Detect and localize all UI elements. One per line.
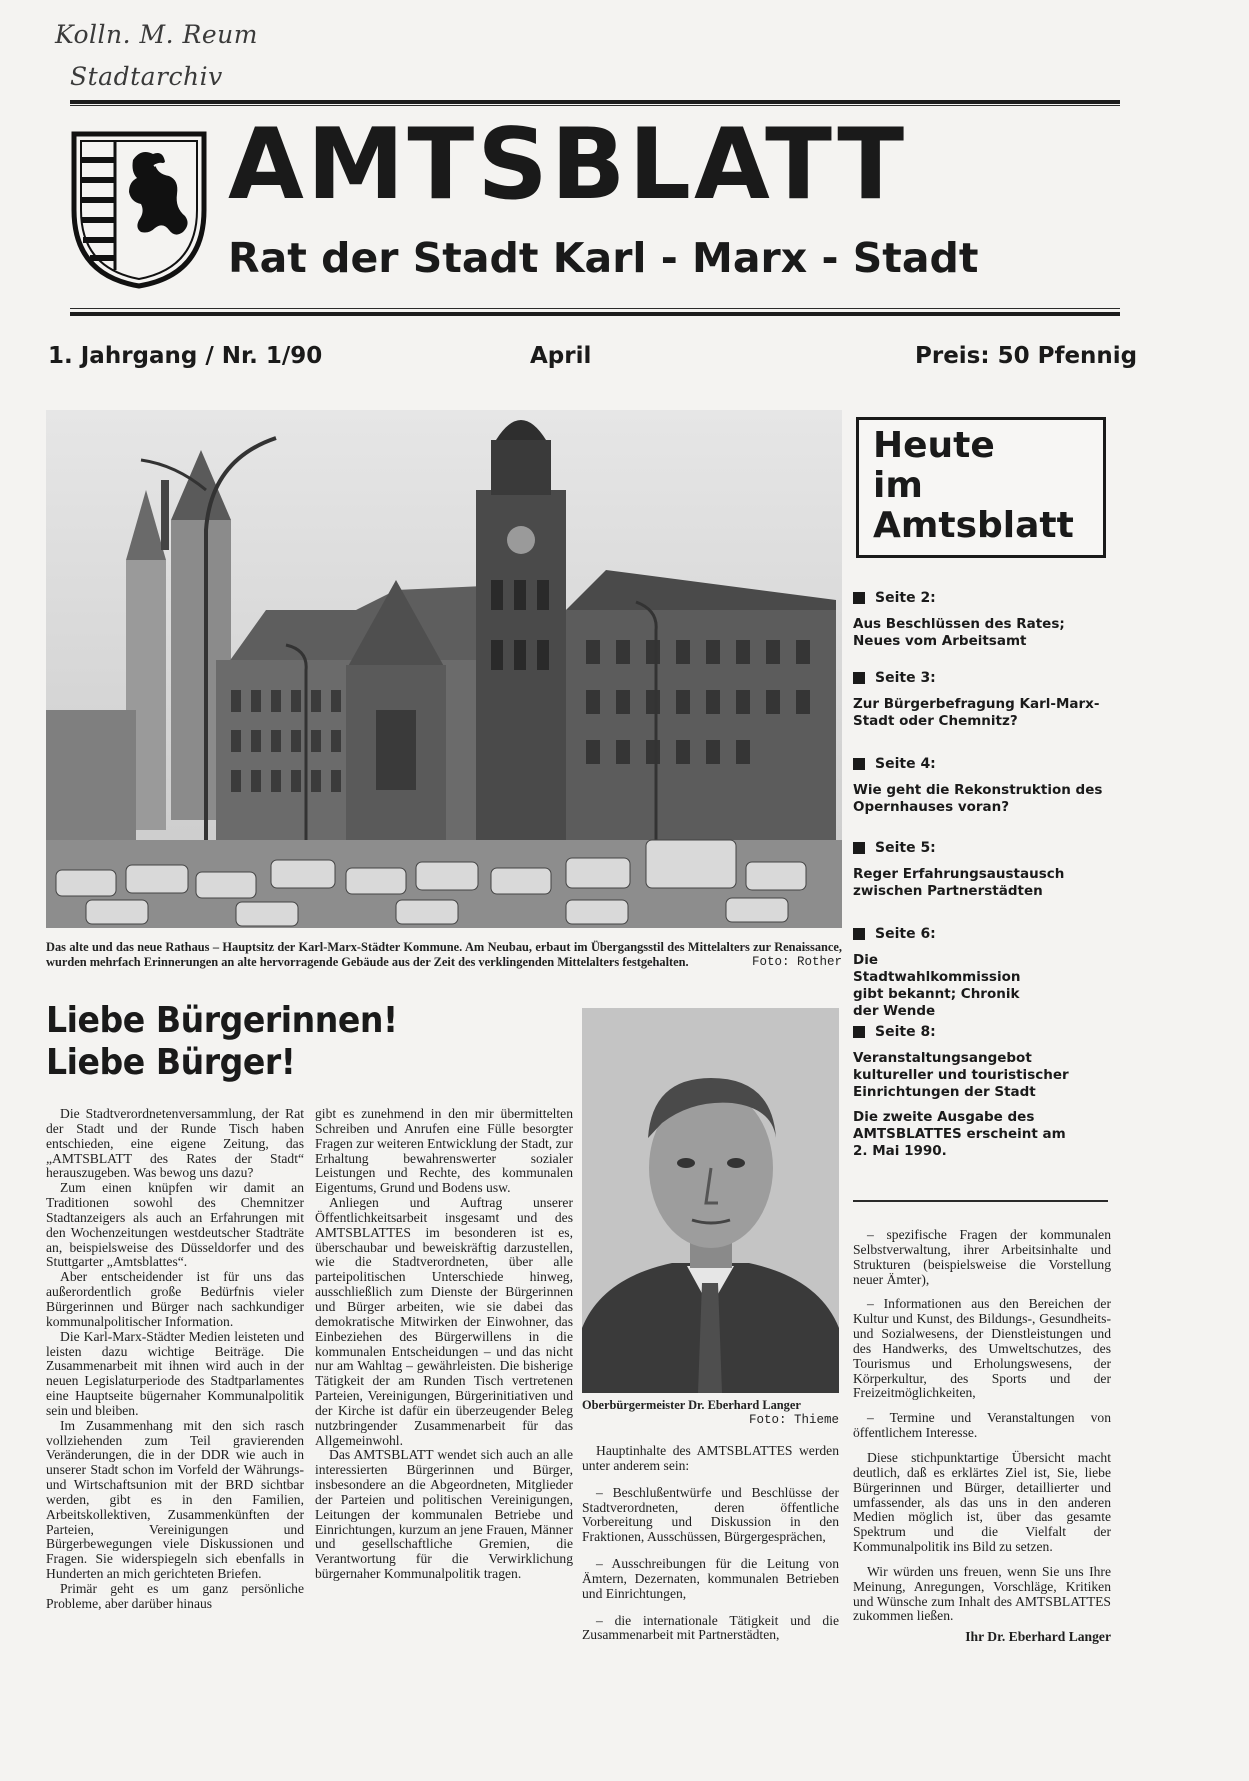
toc-item[interactable] xyxy=(853,926,1113,1024)
issue-number: 1. Jahrgang / Nr. 1/90 xyxy=(48,343,323,369)
toc-item[interactable] xyxy=(853,1024,1113,1101)
bullet-square-icon xyxy=(853,592,865,604)
portrait-caption xyxy=(582,1398,839,1428)
paragraph: – Informationen aus den Bereichen der Kultur und Kunst, des Bildungs-, Gesundheits- und Sozialwesens, der Dienstleistungen und des Handwerks, des Umweltschutzes, des Tourismus und Erholungswesens, der Körperkultur, des Sports und der Freizeitmöglichkeiten, xyxy=(853,1296,1111,1401)
paragraph: Anliegen und Auftrag unserer Öffentlichkeitsarbeit insgesamt und des AMTSBLATTES im besonderen ist es, überschaubar und beweiskräftig darzustellen, wie die Stadtverordneten, über alle parteipolitischen Unterschiede hinweg, ausschließlich zum Dienste der Bürgerinnen und Bürger arbeiten, wie sie dabei das demokratische Mitwirken der Einwohner, das Einbeziehen des Bürgerwillens in die kommunalen Entscheidungen – und das nicht nur am Wahltag – gewährleisten. Die bisherige Tätigkeit der am Runden Tisch vertretenen Parteien, Vereinigungen, Bürgerinitiativen und der Kirche ist dafür ein überzeugender Beleg nutzbringender Zusammenarbeit für das Allgemeinwohl. xyxy=(315,1195,573,1448)
toc-list xyxy=(853,590,1113,1160)
paragraph: – die internationale Tätigkeit und die Zusammenarbeit mit Partnerstädten, xyxy=(582,1612,839,1643)
paragraph: Das AMTSBLATT wendet sich auch an alle interessierten Bürgerinnen und Bürger, insbesondere an die Abgeordneten, Mitglieder der Parteien und politischen Vereinigungen, Leitungen der kommunalen Betriebe und Einrichtungen, kurzum an jene Frauen, Männer und gesellschaftliche Gremien, die Verantwortung für die Verwirklichung bürgernaher Kommunalpolitik tragen. xyxy=(315,1447,573,1582)
headline-line1: Liebe Bürgerinnen! xyxy=(46,1000,398,1041)
bullet-square-icon xyxy=(853,928,865,940)
portrait-photo xyxy=(582,1008,839,1393)
main-photo-credit: Foto: Rother xyxy=(751,955,842,969)
toc-page: Seite 8: xyxy=(875,1024,936,1040)
bullet-square-icon xyxy=(853,1026,865,1038)
issue-price: Preis: 50 Pfennig xyxy=(915,343,1138,369)
article-column-4 xyxy=(853,1228,1111,1645)
toc-page: Seite 5: xyxy=(875,840,936,856)
paragraph: gibt es zunehmend in den mir übermittelten Schreiben und Anrufen eine Fülle besorgter Fragen zur weiteren Entwicklung der Stadt, zur Erhaltung bewahrenswerter sozialer Leistungen und Rechte, des kommunalen Eigentums, Grund und Bodens usw. xyxy=(315,1106,573,1196)
signature: Ihr Dr. Eberhard Langer xyxy=(965,1629,1111,1645)
masthead-bottom-rule xyxy=(70,312,1120,316)
paragraph: Diese stichpunktartige Übersicht macht deutlich, daß es erklärtes Ziel ist, Sie, liebe Bürgerinnen und Bürger, detaillierter und umfassender, als das uns in den anderen Medien möglich ist, über das gesamte Spektrum und die Vielfalt der Kommunalpolitik ins Bild zu setzen. xyxy=(853,1449,1111,1555)
toc-text: Aus Beschlüssen des Rates; Neues vom Arbeitsamt xyxy=(853,616,1065,649)
coat-of-arms-logo xyxy=(70,130,208,290)
handwritten-note-line2: Stadtarchiv xyxy=(70,62,223,91)
issue-month: April xyxy=(530,343,592,369)
heute-title-line3: Amtsblatt xyxy=(873,505,1074,546)
masthead-subtitle: Rat der Stadt Karl - Marx - Stadt xyxy=(228,234,979,282)
town-hall-photo xyxy=(46,410,842,928)
paragraph: Wir würden uns freuen, wenn Sie uns Ihre Meinung, Anregungen, Vorschläge, Kritiken und Wünsche zum Inhalt des AMTSBLATTES zukommen ließen. xyxy=(853,1563,1111,1624)
masthead-top-rule-thin xyxy=(70,105,1120,106)
paragraph: Zum einen knüpfen wir damit an Traditionen sowohl des Chemnitzer Stadtanzeigers als auch an Erfahrungen mit den Wochenzeitungen westdeutscher Stadträte an, beispielsweise des Düsseldorfer und des Stuttgarter „Amtsblattes“. xyxy=(46,1180,304,1270)
handwritten-note-line1: Kolln. M. Reum xyxy=(55,20,258,49)
article-column-1 xyxy=(46,1107,304,1612)
sidebar-bottom-rule xyxy=(853,1200,1108,1202)
article-column-3 xyxy=(582,1444,839,1643)
toc-text: Zur Bürgerbefragung Karl-Marx-Stadt oder Chemnitz? xyxy=(853,696,1100,729)
toc-item[interactable] xyxy=(853,590,1113,670)
paragraph: Die Stadtverordnetenversammlung, der Rat der Stadt und der Runde Tisch haben entschieden, eine eigene Zeitung, das „AMTSBLATT des Rates der Stadt“ herauszugeben. Was bewog uns dazu? xyxy=(46,1106,304,1181)
toc-item[interactable] xyxy=(853,756,1113,840)
heute-im-amtsblatt-box xyxy=(856,417,1106,558)
masthead-title: AMTSBLATT xyxy=(228,108,908,222)
main-photo-caption xyxy=(46,940,842,970)
toc-page: Seite 6: xyxy=(875,926,936,942)
paragraph: Hauptinhalte des AMTSBLATTES werden unter anderem sein: xyxy=(582,1443,839,1473)
toc-item[interactable] xyxy=(853,840,1113,926)
paragraph: – Termine und Veranstaltungen von öffentlichem Interesse. xyxy=(853,1410,1111,1441)
portrait-caption-text: Oberbürgermeister Dr. Eberhard Langer xyxy=(582,1398,801,1412)
toc-page: Seite 2: xyxy=(875,590,936,606)
heute-title-line1: Heute xyxy=(873,425,995,466)
next-issue-note: Die zweite Ausgabe des AMTSBLATTES erscheint am 2. Mai 1990. xyxy=(853,1109,1066,1159)
paragraph: Aber entscheidender ist für uns das außerordentlich große Bedürfnis vieler Bürgerinnen und Bürger nach sachkundiger kommunalpolitischer Information. xyxy=(46,1269,304,1329)
toc-text: Veranstaltungsangebot kultureller und touristischer Einrichtungen der Stadt xyxy=(853,1050,1069,1100)
toc-item[interactable] xyxy=(853,670,1113,756)
masthead-bottom-rule-thin xyxy=(70,308,1120,309)
portrait-credit: Foto: Thieme xyxy=(748,1413,839,1427)
toc-text: Reger Erfahrungsaustausch zwischen Partnerstädten xyxy=(853,866,1065,899)
bullet-square-icon xyxy=(853,672,865,684)
article-column-2 xyxy=(315,1107,573,1582)
main-photo-caption-text: Das alte und das neue Rathaus – Hauptsitz der Karl-Marx-Städter Kommune. Am Neubau, erbaut im Übergangsstil des Mittelalters zur Renaissance, wurden mehrfach Erinnerungen an alte hervorragende Gebäude aus der Zeit des verklingenden Mittelalters festgehalten. xyxy=(46,940,842,969)
paragraph: – spezifische Fragen der kommunalen Selbstverwaltung, ihrer Arbeitsinhalte und Strukturen (beispielsweise die Vorstellung neuer Ämter), xyxy=(853,1227,1111,1287)
bullet-square-icon xyxy=(853,758,865,770)
article-headline xyxy=(46,1000,524,1084)
paragraph: – Beschlußentwürfe und Beschlüsse der Stadtverordneten, deren öffentliche Vorbereitung und Diskussion in den Fraktionen, Ausschüssen, Bürgergesprächen, xyxy=(582,1484,839,1545)
masthead-top-rule xyxy=(70,100,1120,104)
toc-text: Wie geht die Rekonstruktion des Opernhauses voran? xyxy=(853,782,1103,815)
bullet-square-icon xyxy=(853,842,865,854)
toc-text: Die Stadtwahlkommission gibt bekannt; Chronik der Wende xyxy=(853,952,1021,1019)
paragraph: – Ausschreibungen für die Leitung von Ämtern, Dezernaten, kommunalen Betrieben und Einrichtungen, xyxy=(582,1556,839,1601)
heute-title-line2: im xyxy=(873,465,923,506)
toc-page: Seite 3: xyxy=(875,670,936,686)
paragraph: Die Karl-Marx-Städter Medien leisteten und leisten dazu wichtige Beiträge. Die Zusammenarbeit mit ihnen wird auch in der neuen Legislaturperiode des Stadtparlamentes eine Hauptseite bügernaher Kommunalpolitik sein und bleiben. xyxy=(46,1328,304,1418)
headline-line2: Liebe Bürger! xyxy=(46,1042,296,1083)
paragraph: Im Zusammenhang mit den sich rasch vollziehenden zum Teil gravierenden Veränderungen, die in der DDR wie auch in unserer Stadt schon im Vorfeld der Währungs- und Wirtschaftsunion mit der BRD sichtbar werden, gibt es in den Familien, Arbeitskollektiven, Zusammenkünften der Parteien, Vereinigungen und Bürgerbewegungen viele Diskussionen und Fragen. Sie widerspiegeln sich ebenfalls in Hunderten an mich gerichteten Briefen. xyxy=(46,1417,304,1582)
paragraph: Primär geht es um ganz persönliche Probleme, aber darüber hinaus xyxy=(46,1581,304,1611)
toc-page: Seite 4: xyxy=(875,756,936,772)
